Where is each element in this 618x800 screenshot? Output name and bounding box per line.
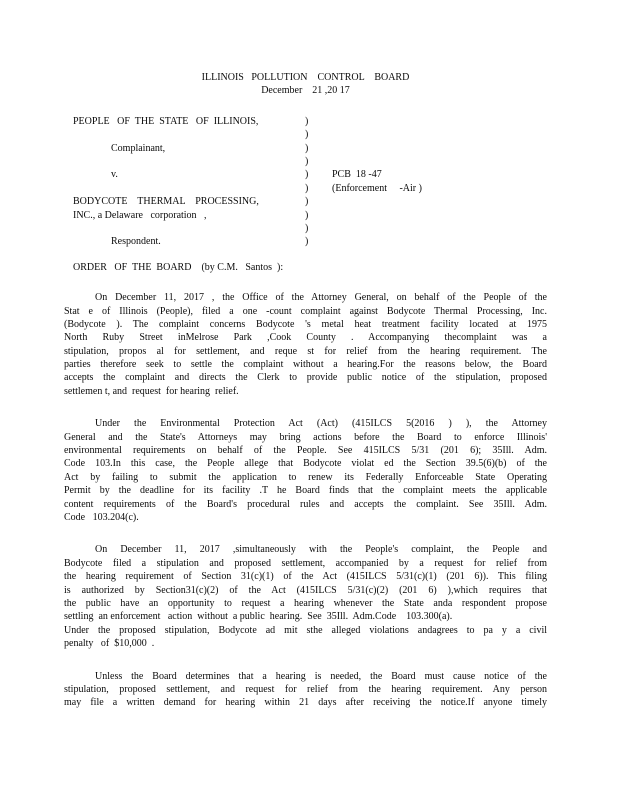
caption-row (64, 235, 547, 248)
caption-paren: ) (305, 169, 309, 181)
document-line: On December 11, 2017 ,simultaneously with the People's complaint, the People and (95, 544, 547, 556)
caption-paren: ) (305, 182, 309, 194)
caption-paren: ) (305, 209, 309, 221)
document-line: On December 11, 2017 , the Office of the Attorney General, on behalf of the People of the (95, 292, 547, 304)
document-body (64, 291, 547, 710)
document-line: content requirements of the Board's procedural rules and accepts the complaint. See 35Ill. Adm. (64, 498, 547, 510)
caption-row (64, 142, 547, 155)
caption-left-text: Complainant, (111, 142, 166, 154)
document-header (64, 71, 547, 98)
document-line: Act by failing to submit the application to renew its Federally Enforceable State Operating (64, 471, 547, 483)
caption-paren: ) (305, 142, 309, 154)
caption-paren: ) (305, 155, 309, 167)
caption-row (64, 195, 547, 208)
caption-row (64, 155, 547, 168)
document-line: Code 103.In this case, the People allege that Bodycote violat ed the Section 39.5(6)(b) of the (64, 458, 547, 470)
paragraph (64, 543, 547, 650)
caption-row (64, 209, 547, 222)
document-title: ILLINOIS POLLUTION CONTROL BOARD (201, 72, 410, 83)
caption-left-text: BODYCOTE THERMAL PROCESSING, (73, 196, 259, 208)
order-heading: ORDER OF THE BOARD (by C.M. Santos ): (73, 261, 284, 273)
caption-row (64, 128, 547, 141)
caption-left-text: v. (111, 169, 118, 181)
caption-left-text: INC., a Delaware corporation , (73, 209, 207, 221)
document-line: may file a written demand for hearing within 21 days after receiving the notice.If anyone timely (64, 697, 547, 709)
document-line: Stat e of Illinois (People), filed a one -count complaint against Bodycote Thermal Processing, Inc. (64, 305, 547, 317)
paragraph (64, 417, 547, 524)
document-line: Code 103.204(c). (64, 511, 139, 523)
document-line: General and the State's Attorneys may bring actions before the Board to enforce Illinois' (64, 431, 547, 443)
document-line: Bodycote filed a stipulation and proposed settlement, accompanied by a request for relief from (64, 557, 547, 569)
document-line: settling an enforcement action without a public hearing. See 35Ill. Adm.Code 103.300(a). (64, 611, 453, 623)
document-line: North Ruby Street inMelrose Park ,Cook County . Accompanying thecomplaint was a (64, 332, 547, 344)
document-line: settlemen t, and request for hearing relief. (64, 385, 239, 397)
document-line: Under the proposed stipulation, Bodycote ad mit sthe alleged violations andagrees to pa y a civil (64, 624, 547, 636)
paragraph (64, 291, 547, 398)
document-line: is authorized by Section31(c)(2) of the Act (415ILCS 5/31(c)(2) (201 6) ),which requires that (64, 584, 547, 596)
document-line: the hearing requirement of Section 31(c)(1) of the Act (415ILCS 5/31(c)(1) (201 6)). This filing (64, 571, 547, 583)
caption-paren: ) (305, 115, 309, 127)
caption-row (64, 222, 547, 235)
caption-paren: ) (305, 222, 309, 234)
caption-left-text: PEOPLE OF THE STATE OF ILLINOIS, (73, 115, 259, 127)
document-line: penalty of $10,000 . (64, 638, 155, 650)
document-line: parties therefore seek to settle the complaint without a hearing.For the reasons below, the Board (64, 359, 547, 371)
caption-paren: ) (305, 196, 309, 208)
document-line: stipulation, propos al for settlement, and reque st for relief from the hearing requirement. The (64, 345, 547, 357)
document-line: (Bodycote ). The complaint concerns Bodycote 's metal heat treatment facility located at 1975 (64, 318, 547, 330)
document-line: Under the Environmental Protection Act (Act) (415ILCS 5(2016 ) ), the Attorney (95, 418, 547, 430)
caption-row (64, 168, 547, 181)
document-date: December 21 ,20 17 (261, 85, 350, 97)
caption-right-text: (Enforcement -Air ) (332, 182, 422, 194)
document-line: Unless the Board determines that a hearing is needed, the Board must cause notice of the (95, 670, 547, 682)
document-line: stipulation, proposed settlement, and request for relief from the hearing requirement. Any person (64, 683, 547, 695)
document-line: the public have an opportunity to request a hearing whenever the State anda respondent propose (64, 597, 547, 609)
case-caption (64, 115, 547, 249)
caption-row (64, 182, 547, 195)
document-line: environmental requirements on behalf of the People. See 415ILCS 5/31 (201 6); 35Ill. Adm. (64, 445, 547, 457)
caption-paren: ) (305, 129, 309, 141)
caption-left-text: Respondent. (111, 236, 161, 248)
caption-right-text: PCB 18 -47 (332, 169, 382, 181)
paragraph (64, 670, 547, 710)
document-line: Permit by the deadline for its facility .T he Board finds that the complaint meets the applicable (64, 485, 547, 497)
caption-row (64, 115, 547, 128)
caption-paren: ) (305, 236, 309, 248)
document-line: accepts the complaint and directs the Clerk to provide public notice of the stipulation, proposed (64, 372, 547, 384)
